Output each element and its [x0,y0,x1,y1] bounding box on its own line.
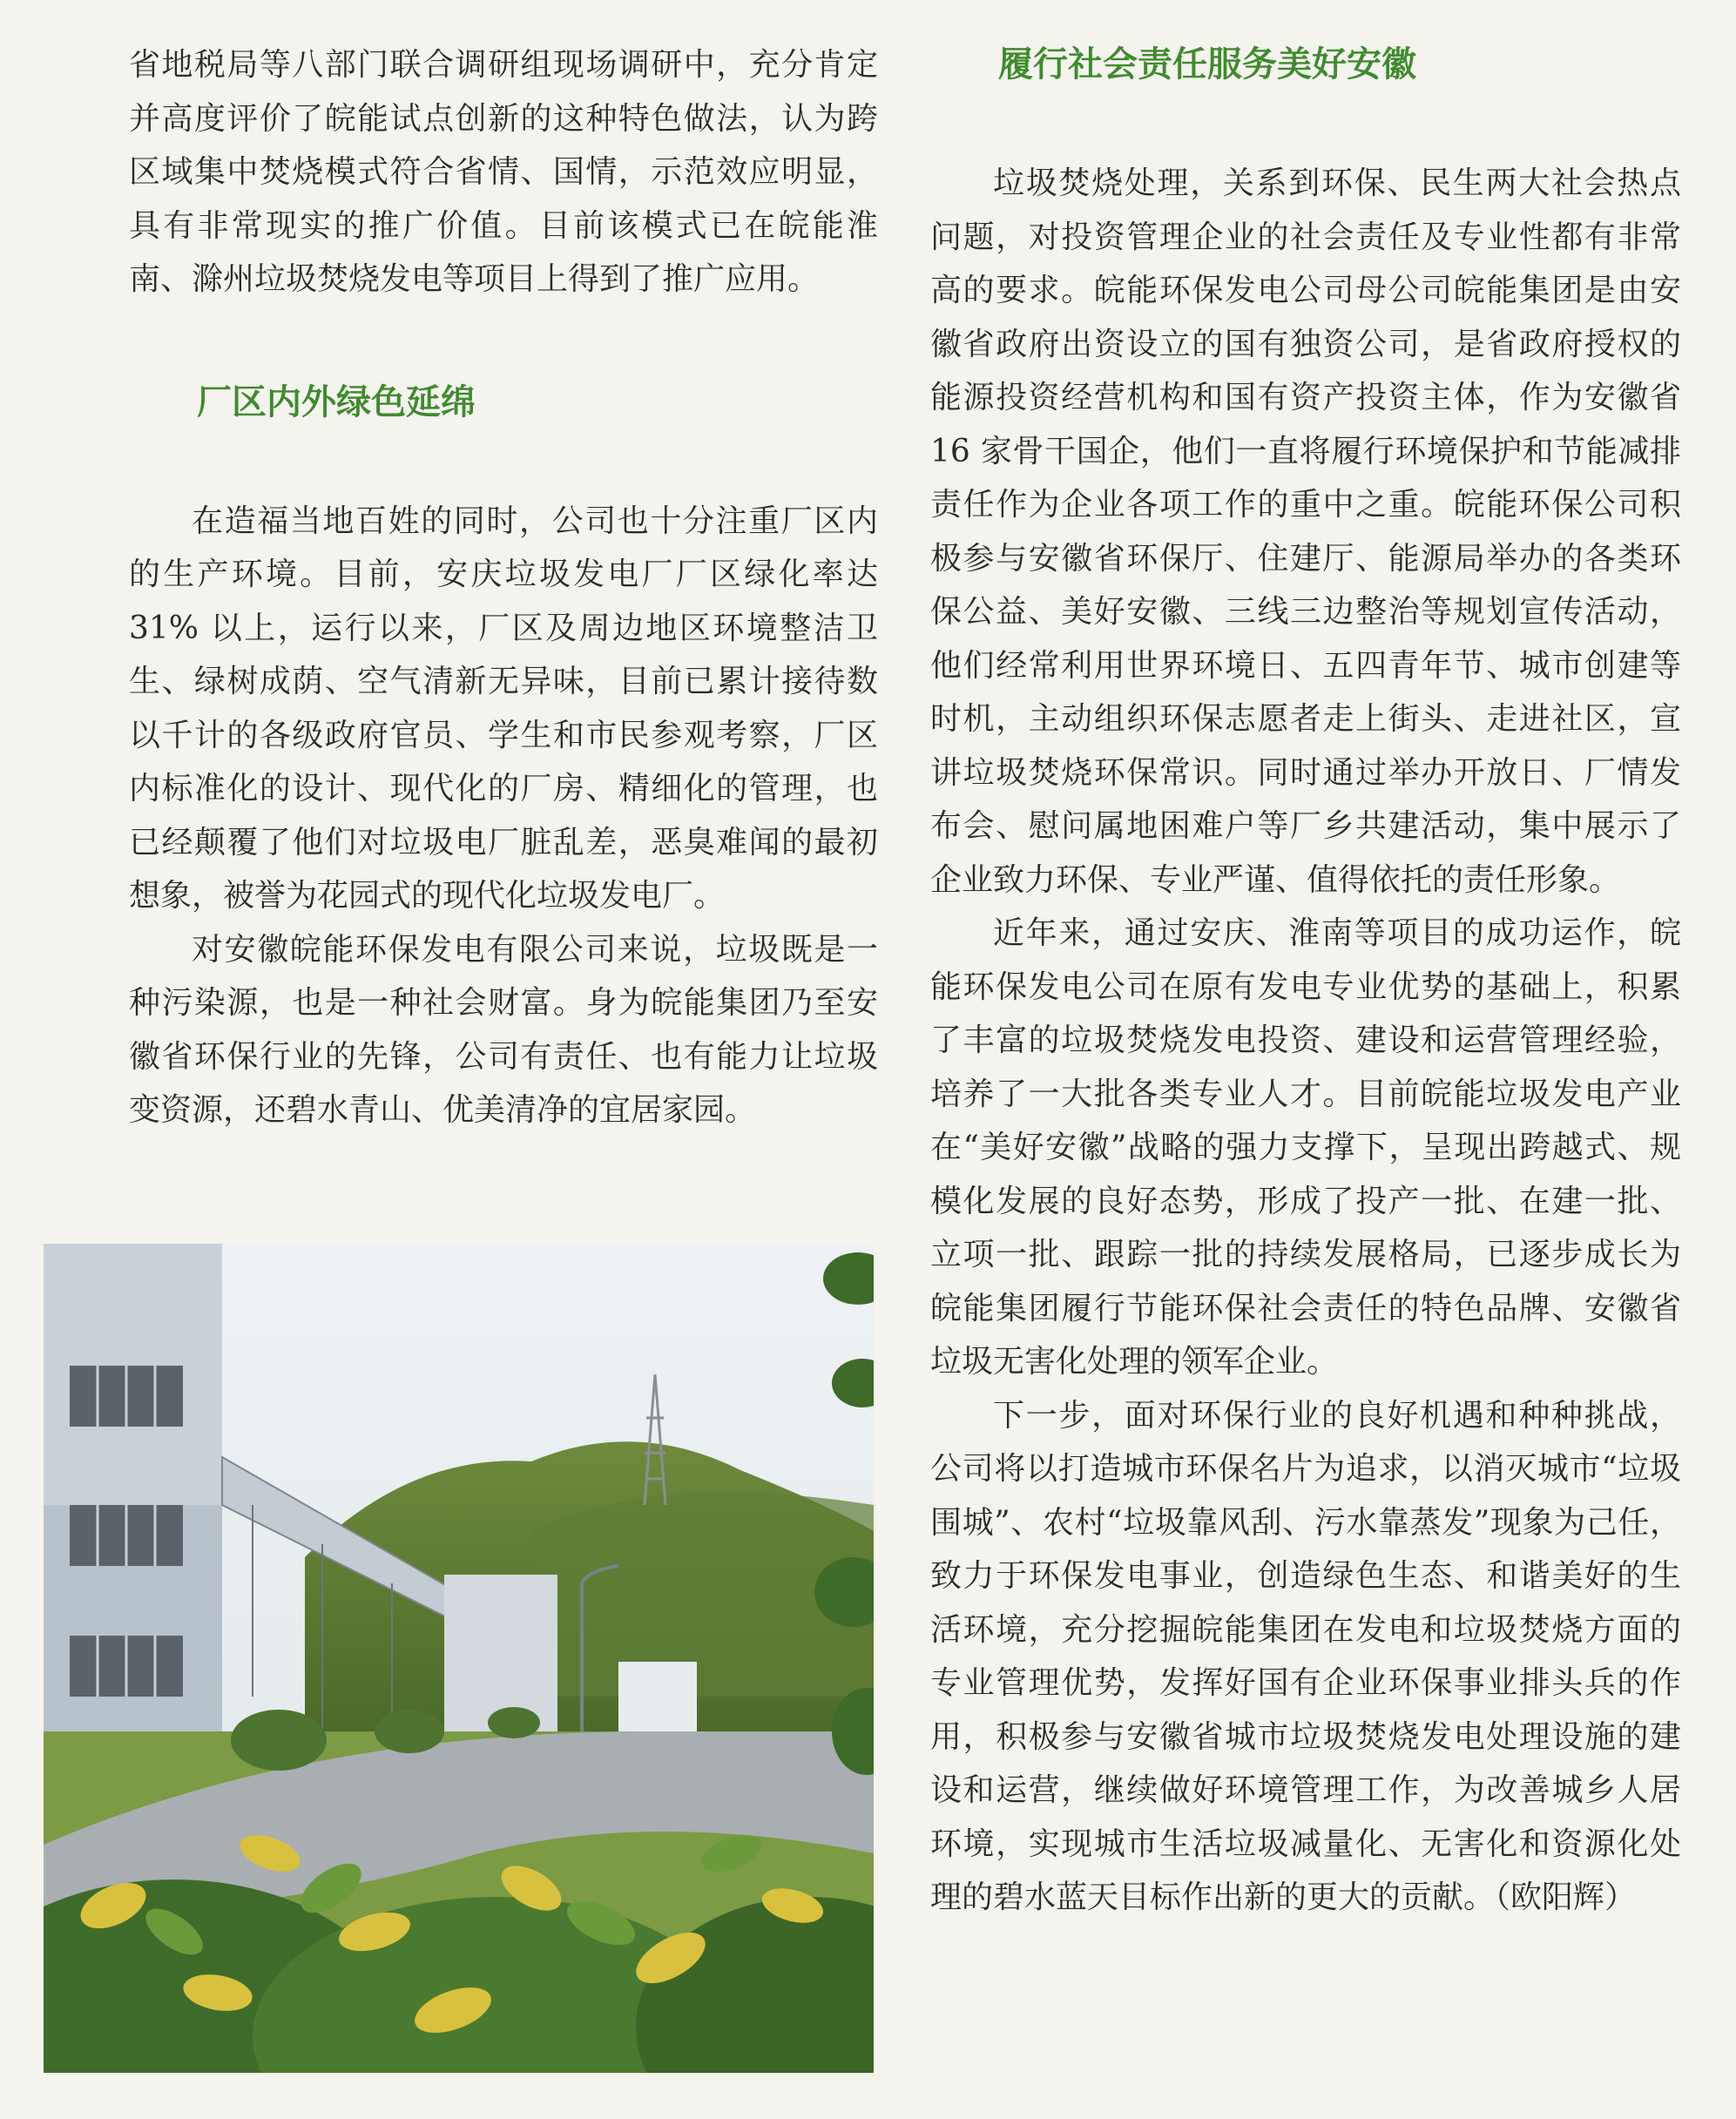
plant-photo [44,1244,874,2073]
body-paragraph: 近年来，通过安庆、淮南等项目的成功运作，皖能环保发电公司在原有发电专业优势的基础上，积累了丰富的垃圾焚烧发电投资、建设和运营管理经验，培养了一大批各类专业人才。目前皖能垃圾发电产业在“美好安徽”战略的强力支撑下，呈现出跨越式、规模化发展的良好态势，形成了投产一批、在建一批、立项一批、跟踪一批的持续发展格局，已逐步成长为皖能集团履行节能环保社会责任的特色品牌、安徽省垃圾无害化处理的领军企业。 [930,915,1681,1380]
body-paragraph: 下一步，面对环保行业的良好机遇和种种挑战，公司将以打造城市环保名片为追求，以消灭城市“垃圾围城”、农村“垃圾靠风刮、污水靠蒸发”现象为己任，致力于环保发电事业，创造绿色生态、和谐美好的生活环境，充分挖掘皖能集团在发电和垃圾焚烧方面的专业管理优势，发挥好国有企业环保事业排头兵的作用，积极参与安徽省城市垃圾焚烧发电处理设施的建设和运营，继续做好环境管理工作，为改善城乡人居环境，实现城市生活垃圾减量化、无害化和资源化处理的碧水蓝天目标作出新的更大的贡献。（欧阳辉） [930,1397,1681,1915]
plant-photo-illustration [44,1244,874,2073]
body-paragraph: 在造福当地百姓的同时，公司也十分注重厂区内的生产环境。目前，安庆垃圾发电厂厂区绿化率达 31% 以上，运行以来，厂区及周边地区环境整洁卫生、绿树成荫、空气清新无异味，目前已累计接待数以千计的各级政府官员、学生和市民参观考察，厂区内标准化的设计、现代化的厂房、精细化的管理，也已经颠覆了他们对垃圾电厂脏乱差，恶臭难闻的最初想象，被誉为花园式的现代化垃圾发电厂。 [129,503,878,914]
right-column [930,38,1681,1925]
left-column [129,38,878,1137]
body-paragraph: 垃圾焚烧处理，关系到环保、民生两大社会热点问题，对投资管理企业的社会责任及专业性都有非常高的要求。皖能环保发电公司母公司皖能集团是由安徽省政府出资设立的国有独资公司，是省政府授权的能源投资经营机构和国有资产投资主体，作为安徽省 16 家骨干国企，他们一直将履行环境保护和节能减排责任作为企业各项工作的重中之重。皖能环保公司积极参与安徽省环保厅、住建厅、能源局举办的各类环保公益、美好安徽、三线三边整治等规划宣传活动，他们经常利用世界环境日、五四青年节、城市创建等时机，主动组织环保志愿者走上街头、走进社区，宣讲垃圾焚烧环保常识。同时通过举办开放日、厂情发布会、慰问属地困难户等厂乡共建活动，集中展示了企业致力环保、专业严谨、值得依托的责任形象。 [930,165,1681,898]
body-paragraph: 对安徽皖能环保发电有限公司来说，垃圾既是一种污染源，也是一种社会财富。身为皖能集团乃至安徽省环保行业的先锋，公司有责任、也有能力让垃圾变资源，还碧水青山、优美清净的宜居家园。 [129,931,878,1128]
section-heading-social-responsibility: 履行社会责任服务美好安徽 [998,44,1416,84]
intro-paragraph: 省地税局等八部门联合调研组现场调研中，充分肯定并高度评价了皖能试点创新的这种特色做法，认为跨区域集中焚烧模式符合省情、国情，示范效应明显，具有非常现实的推广价值。目前该模式已在皖能淮南、滁州垃圾焚烧发电等项目上得到了推广应用。 [129,47,878,297]
section-heading-green-campus: 厂区内外绿色延绵 [197,381,476,422]
